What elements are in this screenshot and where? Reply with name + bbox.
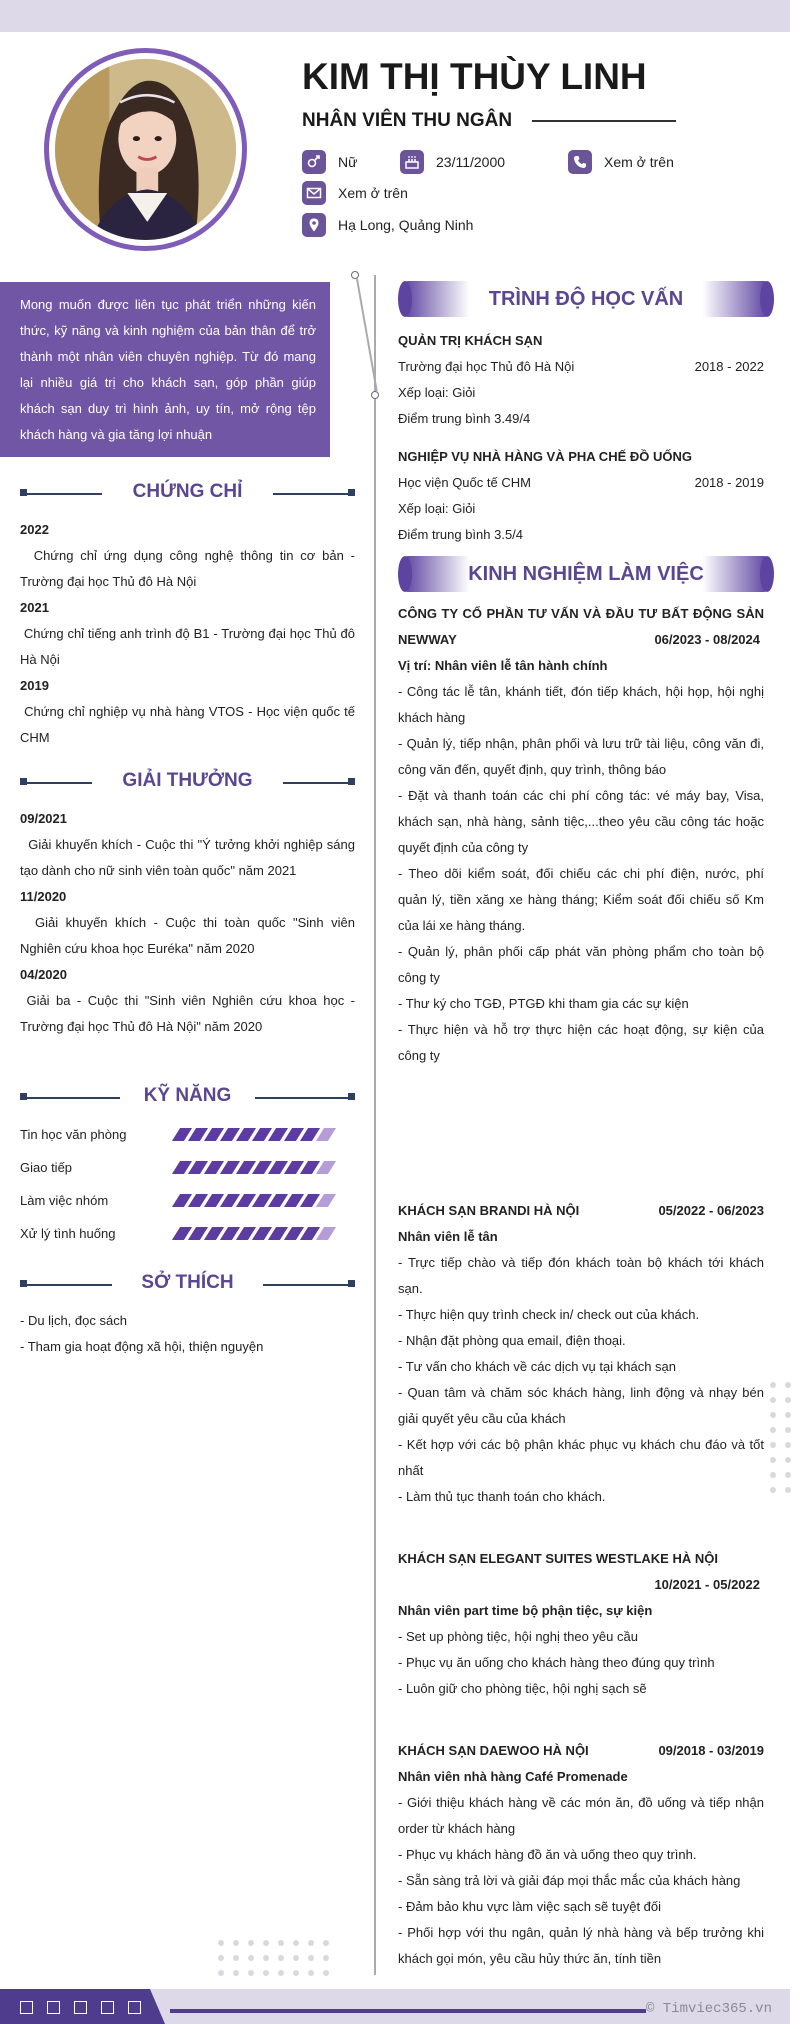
experience-title: KINH NGHIỆM LÀM VIỆC xyxy=(468,563,704,585)
footer-squares xyxy=(20,2001,141,2014)
job-task: - Thực hiện quy trình check in/ check out của khách. xyxy=(398,1307,700,1322)
education-banner xyxy=(398,281,774,317)
candidate-position: NHÂN VIÊN THU NGÂN xyxy=(302,110,513,131)
cert-year: 2019 xyxy=(20,678,49,693)
edu-period: 2018 - 2022 xyxy=(694,359,764,374)
job-task: - Phục vụ ăn uống cho khách hàng theo đúng quy trình xyxy=(398,1655,715,1670)
job-task: - Kết hợp với các bộ phận khác phục vụ khách chu đáo và tốt nhất xyxy=(398,1437,764,1478)
job-task: - Nhận đặt phòng qua email, điện thoại. xyxy=(398,1333,626,1348)
job-task: - Phối hợp với thu ngân, quản lý nhà hàng và bếp trưởng khi khách gọi món, yêu cầu hủy thức ăn, tính tiền xyxy=(398,1925,764,1966)
job-task: - Thực hiện và hỗ trợ thực hiện các hoạt động, sự kiện của công ty xyxy=(398,1022,764,1063)
gender-value: Nữ xyxy=(338,154,358,170)
job-period: 09/2018 - 03/2019 xyxy=(658,1743,764,1758)
address-value: Hạ Long, Quảng Ninh xyxy=(338,217,474,233)
job-company: KHÁCH SẠN ELEGANT SUITES WESTLAKE HÀ NỘI xyxy=(398,1551,718,1566)
award-date: 11/2020 xyxy=(20,889,67,904)
birthday-item xyxy=(400,150,505,174)
job-header xyxy=(398,1198,764,1224)
cert-year: 2021 xyxy=(20,600,49,615)
skill-name: Tin học văn phòng xyxy=(20,1126,127,1142)
skill-row xyxy=(20,1157,350,1177)
job-block xyxy=(398,1738,764,1972)
job-company: CÔNG TY CỔ PHẦN TƯ VẤN VÀ ĐẦU TƯ BẤT ĐỘNG SẢN NEWWAY 06/2023 - 08/2024 xyxy=(398,601,764,653)
birthday-value: 23/11/2000 xyxy=(436,154,506,170)
job-header xyxy=(398,1738,764,1764)
skills-heading xyxy=(20,1085,355,1111)
phone-item xyxy=(568,150,674,174)
hobbies-list xyxy=(20,1308,355,1360)
hobbies-heading xyxy=(20,1272,355,1298)
edu-school-row xyxy=(398,470,764,496)
awards-list xyxy=(20,806,355,1040)
candidate-name: KIM THỊ THÙY LINH xyxy=(302,56,647,97)
skills-title: KỸ NĂNG xyxy=(138,1085,238,1106)
career-objective: Mong muốn được liên tục phát triển những kiến thức, kỹ năng và kinh nghiệm của bản thân để trở thành một nhân viên chuyên nghiệp. Từ đó mang lại nhiều giá trị cho khách sạn, góp phần giúp khách sạn duy trì hình ảnh, uy tín, mở rộng tệp khách hàng và gia tăng lợi nhuận xyxy=(0,282,330,457)
job-role: Nhân viên lễ tân xyxy=(398,1229,498,1244)
award-date: 09/2021 xyxy=(20,811,67,826)
job-task: - Sẵn sàng trả lời và giải đáp mọi thắc mắc của khách hàng xyxy=(398,1873,741,1888)
job-company: KHÁCH SẠN DAEWOO HÀ NỘI xyxy=(398,1743,589,1758)
edu-major: NGHIỆP VỤ NHÀ HÀNG VÀ PHA CHẾ ĐỒ UỐNG xyxy=(398,449,692,464)
job-task: - Thư ký cho TGĐ, PTGĐ khi tham gia các sự kiện xyxy=(398,996,689,1011)
job-task: - Công tác lễ tân, khánh tiết, đón tiếp khách, hội họp, hội nghị khách hàng xyxy=(398,684,764,725)
decorative-dots xyxy=(218,1940,329,1976)
job-period: 10/2021 - 05/2022 xyxy=(654,1577,760,1592)
position-underline xyxy=(532,120,676,122)
watermark: © Timviec365.vn xyxy=(645,2001,772,2017)
awards-title: GIẢI THƯỞNG xyxy=(116,770,258,791)
timeline-dot xyxy=(351,271,359,279)
top-bar xyxy=(0,0,790,32)
skill-level xyxy=(176,1161,332,1174)
edu-rank: Xếp loại: Giỏi xyxy=(398,501,476,516)
certificates-heading xyxy=(20,481,355,507)
job-task: - Phục vụ khách hàng đồ ăn và uống theo quy trình. xyxy=(398,1847,697,1862)
job-role: Nhân viên nhà hàng Café Promenade xyxy=(398,1769,628,1784)
edu-period: 2018 - 2019 xyxy=(694,475,764,490)
edu-school-row xyxy=(398,354,764,380)
job-company: KHÁCH SẠN BRANDI HÀ NỘI xyxy=(398,1203,580,1218)
edu-gpa: Điểm trung bình 3.49/4 xyxy=(398,411,531,426)
job-task: - Trực tiếp chào và tiếp đón khách toàn bộ khách tới khách sạn. xyxy=(398,1255,764,1296)
job-task: - Đặt và thanh toán các chi phí công tác: vé máy bay, Visa, khách sạn, nhà hàng, sảnh tiệc,...theo yêu cầu công tác hoặc quyết định của công ty xyxy=(398,788,764,855)
envelope-icon xyxy=(302,181,326,205)
job-period: 06/2023 - 08/2024 xyxy=(654,632,760,647)
job-block xyxy=(398,1546,764,1702)
email-value: Xem ở trên xyxy=(338,185,408,201)
job-task: - Theo dõi kiểm soát, đối chiếu các chi phí điện, nước, phí quản lý, tiền xăng xe hàng tháng; Kiểm soát đối chiếu số Km của lái xe hàng tháng. xyxy=(398,866,764,933)
job-task: - Quản lý, tiếp nhận, phân phối và lưu trữ tài liệu, công văn đi, công văn đến, quyết định, quy trình, thông báo xyxy=(398,736,764,777)
job-task: - Quản lý, phân phối cấp phát văn phòng phẩm cho toàn bộ công ty xyxy=(398,944,764,985)
skill-level xyxy=(176,1128,332,1141)
cert-text: Chứng chỉ ứng dụng công nghệ thông tin cơ bản - Trường đại học Thủ đô Hà Nội xyxy=(20,548,355,589)
certificates-title: CHỨNG CHỈ xyxy=(127,481,249,502)
education-list xyxy=(398,328,764,548)
email-item xyxy=(302,181,408,205)
education-title: TRÌNH ĐỘ HỌC VẤN xyxy=(488,288,684,310)
skill-level xyxy=(176,1194,332,1207)
edu-school: Trường đại học Thủ đô Hà Nội xyxy=(398,359,575,374)
profile-photo xyxy=(55,59,236,240)
experience-banner xyxy=(398,556,774,592)
job-task: - Luôn giữ cho phòng tiệc, hội nghị sạch sẽ xyxy=(398,1681,647,1696)
decorative-dots xyxy=(770,1382,791,1493)
skill-level xyxy=(176,1227,332,1240)
job-task: - Tư vấn cho khách về các dịch vụ tại khách sạn xyxy=(398,1359,676,1374)
timeline-dot xyxy=(371,391,379,399)
phone-value: Xem ở trên xyxy=(604,154,674,170)
job-task: - Đảm bảo khu vực làm việc sạch sẽ tuyệt đối xyxy=(398,1899,662,1914)
edu-gpa: Điểm trung bình 3.5/4 xyxy=(398,527,524,542)
hobby-item: - Tham gia hoạt động xã hội, thiện nguyện xyxy=(20,1339,264,1354)
cert-text: Chứng chỉ tiếng anh trình độ B1 - Trường đại học Thủ đô Hà Nội xyxy=(20,626,355,667)
skill-name: Giao tiếp xyxy=(20,1159,73,1175)
job-task: - Làm thủ tục thanh toán cho khách. xyxy=(398,1489,606,1504)
job-task: - Giới thiệu khách hàng về các món ăn, đồ uống và tiếp nhận order từ khách hàng xyxy=(398,1795,764,1836)
edu-rank: Xếp loại: Giỏi xyxy=(398,385,476,400)
edu-major: QUẢN TRỊ KHÁCH SẠN xyxy=(398,333,543,348)
timeline-line xyxy=(374,275,376,1975)
edu-school: Học viện Quốc tế CHM xyxy=(398,475,531,490)
phone-icon xyxy=(568,150,592,174)
awards-heading xyxy=(20,770,355,796)
job-period: 05/2022 - 06/2023 xyxy=(658,1203,764,1218)
job-task: - Quan tâm và chăm sóc khách hàng, linh động và nhạy bén giải quyết yêu cầu của khách xyxy=(398,1385,764,1426)
job-block xyxy=(398,1198,764,1510)
footer-bar xyxy=(0,1989,790,2024)
avatar xyxy=(44,48,247,251)
award-date: 04/2020 xyxy=(20,967,67,982)
hobby-item: - Du lịch, đọc sách xyxy=(20,1313,127,1328)
hobbies-title: SỞ THÍCH xyxy=(135,1272,239,1293)
award-text: Giải khuyến khích - Cuộc thi "Ý tưởng khởi nghiệp sáng tạo dành cho nữ sinh viên toàn quốc" năm 2021 xyxy=(20,837,356,878)
location-pin-icon xyxy=(302,213,326,237)
skill-name: Làm việc nhóm xyxy=(20,1192,109,1208)
skill-row xyxy=(20,1190,350,1210)
award-text: Giải khuyến khích - Cuộc thi toàn quốc "Sinh viên Nghiên cứu khoa học Euréka" năm 2020 xyxy=(20,915,355,956)
skill-name: Xử lý tình huống xyxy=(20,1225,116,1241)
cert-text: Chứng chỉ nghiệp vụ nhà hàng VTOS - Học viện quốc tế CHM xyxy=(20,704,355,745)
job-block xyxy=(398,601,764,1069)
cake-icon xyxy=(400,150,424,174)
address-item xyxy=(302,213,473,237)
gender-icon xyxy=(302,150,326,174)
gender-item xyxy=(302,150,357,174)
cert-year: 2022 xyxy=(20,522,49,537)
certificates-list xyxy=(20,517,355,751)
skill-row xyxy=(20,1124,350,1144)
job-role: Vị trí: Nhân viên lễ tân hành chính xyxy=(398,658,608,673)
skill-row xyxy=(20,1223,350,1243)
award-text: Giải ba - Cuộc thi "Sinh viên Nghiên cứu khoa học - Trường đại học Thủ đô Hà Nội" năm 2020 xyxy=(20,993,355,1034)
job-role: Nhân viên part time bộ phận tiệc, sự kiện xyxy=(398,1603,653,1618)
job-task: - Set up phòng tiệc, hội nghị theo yêu cầu xyxy=(398,1629,638,1644)
